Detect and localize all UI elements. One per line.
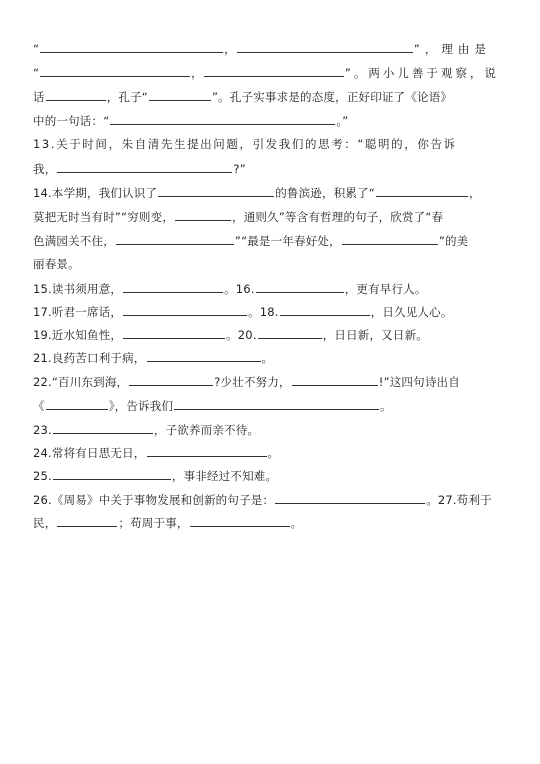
text-segment: 23.: [33, 423, 52, 437]
fill-blank[interactable]: [40, 40, 223, 53]
text-segment: !”这四句诗出自: [378, 375, 460, 389]
fill-blank[interactable]: [204, 64, 344, 77]
text-line: [33, 421, 259, 438]
fill-blank[interactable]: [147, 444, 267, 457]
text-line: [33, 160, 246, 177]
fill-blank[interactable]: [258, 326, 322, 339]
text-segment: 17.听君一席话，: [33, 305, 123, 319]
fill-blank[interactable]: [175, 208, 231, 221]
fill-blank[interactable]: [116, 232, 234, 245]
text-segment: 莫把无时当有时”“穷则变，: [33, 210, 175, 224]
fill-blank[interactable]: [123, 303, 247, 316]
text-segment: ，: [468, 186, 481, 200]
text-segment: ；苟周于事，: [118, 516, 189, 530]
fill-blank[interactable]: [174, 397, 379, 410]
fill-blank[interactable]: [280, 303, 370, 316]
text-segment: ，通则久”等含有哲理的句子，欣赏了“春: [232, 210, 444, 224]
fill-blank[interactable]: [376, 184, 468, 197]
text-line: [33, 40, 491, 57]
text-segment: 。18.: [248, 305, 279, 319]
text-segment: 。27.苟利于: [426, 493, 492, 507]
text-segment: ，日日新，又日新。: [322, 328, 428, 342]
text-line: [33, 373, 460, 390]
text-segment: 民，: [33, 516, 57, 530]
text-segment: 。: [290, 516, 303, 530]
text-segment: 丽春景。: [33, 257, 80, 271]
text-segment: 26.《周易》中关于事物发展和创新的句子是：: [33, 493, 275, 507]
text-segment: 。: [261, 351, 274, 365]
fill-blank[interactable]: [123, 326, 225, 339]
text-segment: ”，理由是: [413, 42, 491, 56]
text-segment: 》，告诉我们: [108, 399, 174, 413]
fill-blank[interactable]: [149, 88, 211, 101]
text-segment: ，更有早行人。: [344, 282, 427, 296]
text-segment: 14.本学期，我们认识了: [33, 186, 158, 200]
text-segment: ，事非经过不知难。: [171, 469, 278, 483]
text-segment: 。20.: [226, 328, 257, 342]
fill-blank[interactable]: [147, 349, 261, 362]
text-line: [33, 397, 392, 414]
fill-blank[interactable]: [237, 40, 413, 53]
fill-blank[interactable]: [129, 373, 213, 386]
text-segment: 。: [380, 399, 392, 413]
text-segment: 13.关于时间，朱自清先生提出问题，引发我们的思考：“聪明的，你告诉: [33, 137, 457, 151]
text-segment: “: [33, 42, 40, 56]
fill-blank[interactable]: [190, 514, 290, 527]
text-segment: ”的美: [438, 234, 469, 248]
fill-blank[interactable]: [46, 88, 106, 101]
text-line: [33, 491, 492, 508]
text-segment: 话: [33, 90, 45, 104]
text-segment: 。16.: [224, 282, 255, 296]
text-line: [33, 232, 468, 249]
fill-blank[interactable]: [292, 373, 378, 386]
text-line: [33, 514, 302, 531]
text-segment: ，: [191, 66, 203, 80]
text-segment: ，孔子“: [106, 90, 148, 104]
text-line: [33, 303, 453, 320]
text-segment: 我，: [33, 162, 57, 176]
text-line: [33, 349, 273, 366]
text-segment: 19.近水知鱼性，: [33, 328, 123, 342]
text-segment: 色满园关不住，: [33, 234, 115, 248]
text-segment: 中的一句话：“: [33, 114, 110, 128]
text-segment: 。”: [336, 114, 349, 128]
fill-blank[interactable]: [46, 397, 108, 410]
text-segment: 《: [33, 399, 45, 413]
text-segment: 24.常将有日思无日，: [33, 446, 146, 460]
fill-blank[interactable]: [53, 421, 153, 434]
text-segment: ，日久见人心。: [370, 305, 453, 319]
text-line: [33, 326, 428, 343]
text-segment: 的鲁滨逊，积累了“: [275, 186, 375, 200]
fill-blank[interactable]: [275, 491, 425, 504]
text-segment: 25.: [33, 469, 52, 483]
text-segment: ”。孔子实事求是的态度，正好印证了《论语》: [211, 90, 453, 104]
text-segment: ?少壮不努力，: [214, 375, 291, 389]
text-line: [33, 280, 427, 297]
fill-blank[interactable]: [123, 280, 223, 293]
text-segment: ，子欲养而亲不待。: [153, 423, 260, 437]
fill-blank[interactable]: [57, 514, 117, 527]
text-segment: 21.良药苦口利于病，: [33, 351, 146, 365]
text-line: [33, 444, 279, 461]
text-line: [33, 88, 452, 105]
text-line: [33, 64, 499, 81]
text-segment: ?”: [233, 162, 246, 176]
text-segment: ”“最是一年春好处，: [234, 234, 341, 248]
text-segment: 22.“百川东到海，: [33, 375, 129, 389]
text-line: [33, 208, 443, 225]
fill-blank[interactable]: [57, 160, 232, 173]
text-segment: 。: [267, 446, 280, 460]
text-segment: 15.读书须用意，: [33, 282, 123, 296]
fill-blank[interactable]: [158, 184, 274, 197]
text-segment: ，: [224, 42, 236, 56]
text-segment: “: [33, 66, 40, 80]
fill-blank[interactable]: [256, 280, 344, 293]
text-line: [33, 112, 348, 129]
text-line: [33, 184, 481, 201]
text-line: [33, 256, 80, 272]
text-line: [33, 136, 457, 152]
fill-blank[interactable]: [110, 112, 335, 125]
text-line: [33, 467, 277, 484]
fill-blank[interactable]: [342, 232, 438, 245]
fill-blank[interactable]: [53, 467, 171, 480]
text-segment: ”。两小儿善于观察，说: [344, 66, 499, 80]
fill-blank[interactable]: [40, 64, 190, 77]
